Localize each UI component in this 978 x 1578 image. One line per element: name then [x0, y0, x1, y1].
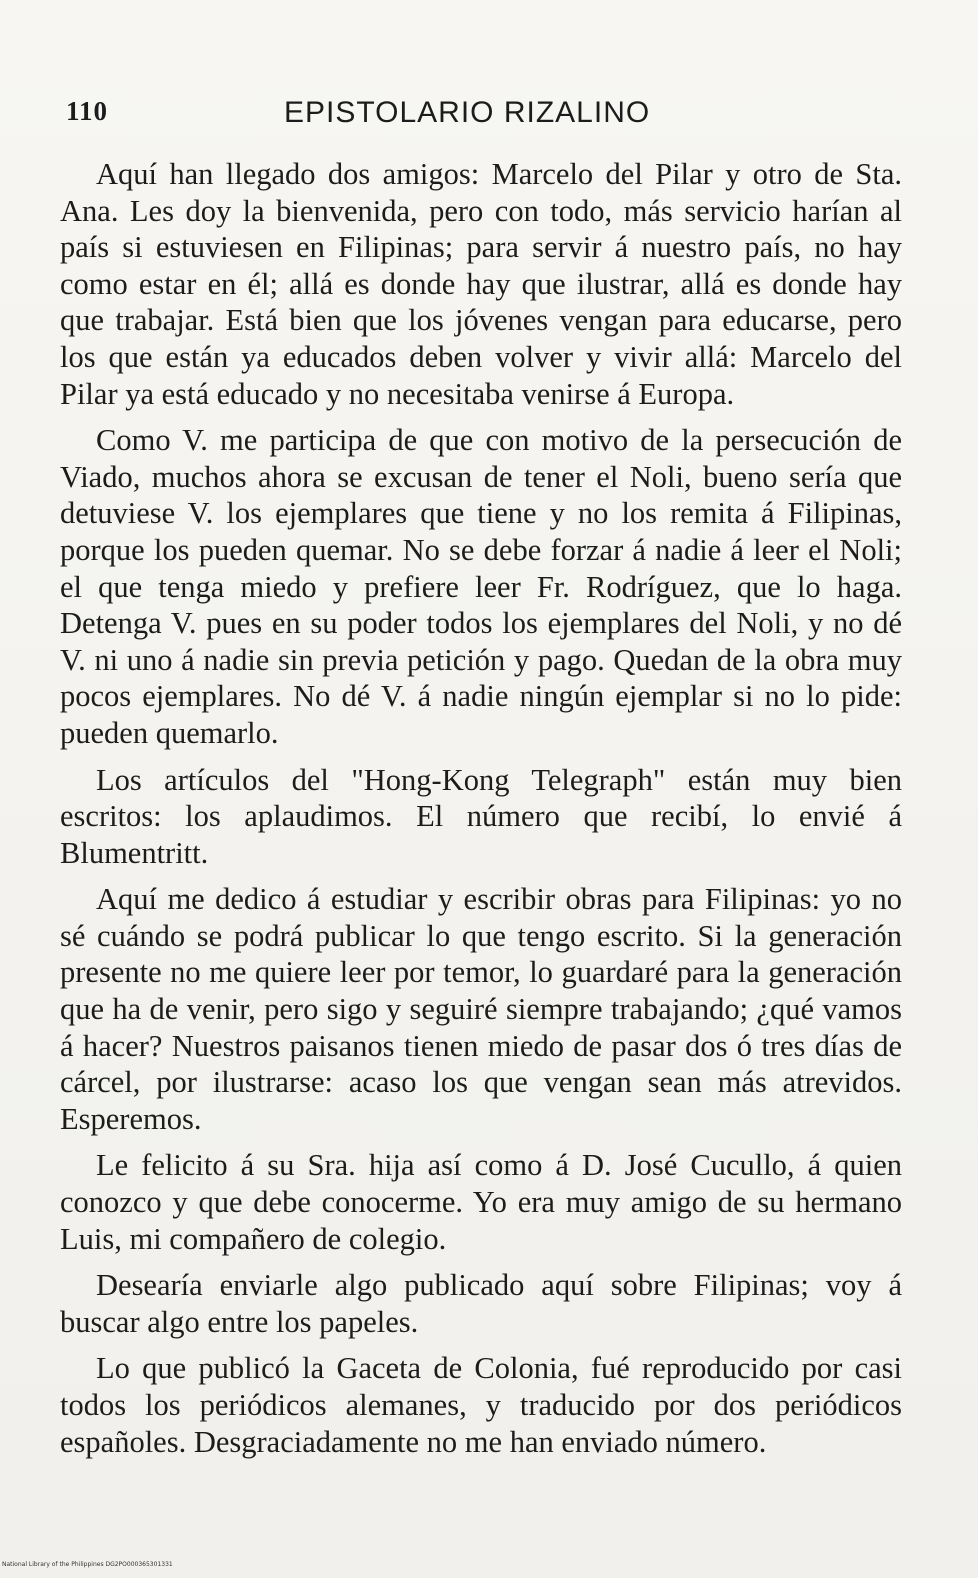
letter-body — [60, 156, 902, 1470]
paragraph: Los artículos del "Hong-Kong Telegraph" están muy bien escritos: los aplaudimos. El número que recibí, lo envié á Blumentritt. — [60, 762, 902, 870]
paragraph: Como V. me participa de que con motivo de la persecución de Viado, muchos ahora se excusan de tener el Noli, bueno sería que detuviese V. los ejemplares que tiene y no los remita á Filipinas, porque los pueden quemar. No se debe forzar á nadie á leer el Noli; el que tenga miedo y prefiere leer Fr. Rodríguez, que lo haga. Detenga V. pues en su poder todos los ejemplares del Noli, y no dé V. ni uno á nadie sin previa petición y pago. Quedan de la obra muy pocos ejemplares. No dé V. á nadie ningún ejemplar si no lo pide: pueden quemarlo. — [60, 423, 902, 750]
paragraph: Le felicito á su Sra. hija así como á D. José Cucullo, á quien conozco y que debe conocerme. Yo era muy amigo de su hermano Luis, mi compañero de colegio. — [60, 1148, 902, 1256]
page-number: 110 — [66, 96, 109, 126]
paragraph: Aquí me dedico á estudiar y escribir obras para Filipinas: yo no sé cuándo se podrá publicar lo que tengo escrito. Si la generación presente no me quiere leer por temor, lo guardaré para la generación que ha de venir, pero sigo y seguiré siempre trabajando; ¿qué vamos á hacer? Nuestros paisanos tienen miedo de pasar dos ó tres días de cárcel, por ilustrarse: acaso los que vengan sean más atrevidos. Esperemos. — [60, 882, 902, 1136]
paragraph: Desearía enviarle algo publicado aquí sobre Filipinas; voy á buscar algo entre los papeles. — [60, 1268, 902, 1339]
paragraph: Lo que publicó la Gaceta de Colonia, fué reproducido por casi todos los periódicos alemanes, y traducido por dos periódicos españoles. Desgraciadamente no me han enviado número. — [60, 1351, 902, 1459]
running-title: EPISTOLARIO RIZALINO — [284, 96, 651, 129]
scan-footer: National Library of the Philippines DG2PO000365301331 — [2, 1561, 173, 1568]
paragraph: Aquí han llegado dos amigos: Marcelo del Pilar y otro de Sta. Ana. Les doy la bienvenida, pero con todo, más servicio harían al país si estuviesen en Filipinas; para servir á nuestro país, no hay como estar en él; allá es donde hay que ilustrar, allá es donde hay que trabajar. Está bien que los jóvenes vengan para educarse, pero los que están ya educados deben volver y vivir allá: Marcelo del Pilar ya está educado y no necesitaba venirse á Europa. — [60, 157, 902, 411]
page-header — [66, 96, 906, 136]
